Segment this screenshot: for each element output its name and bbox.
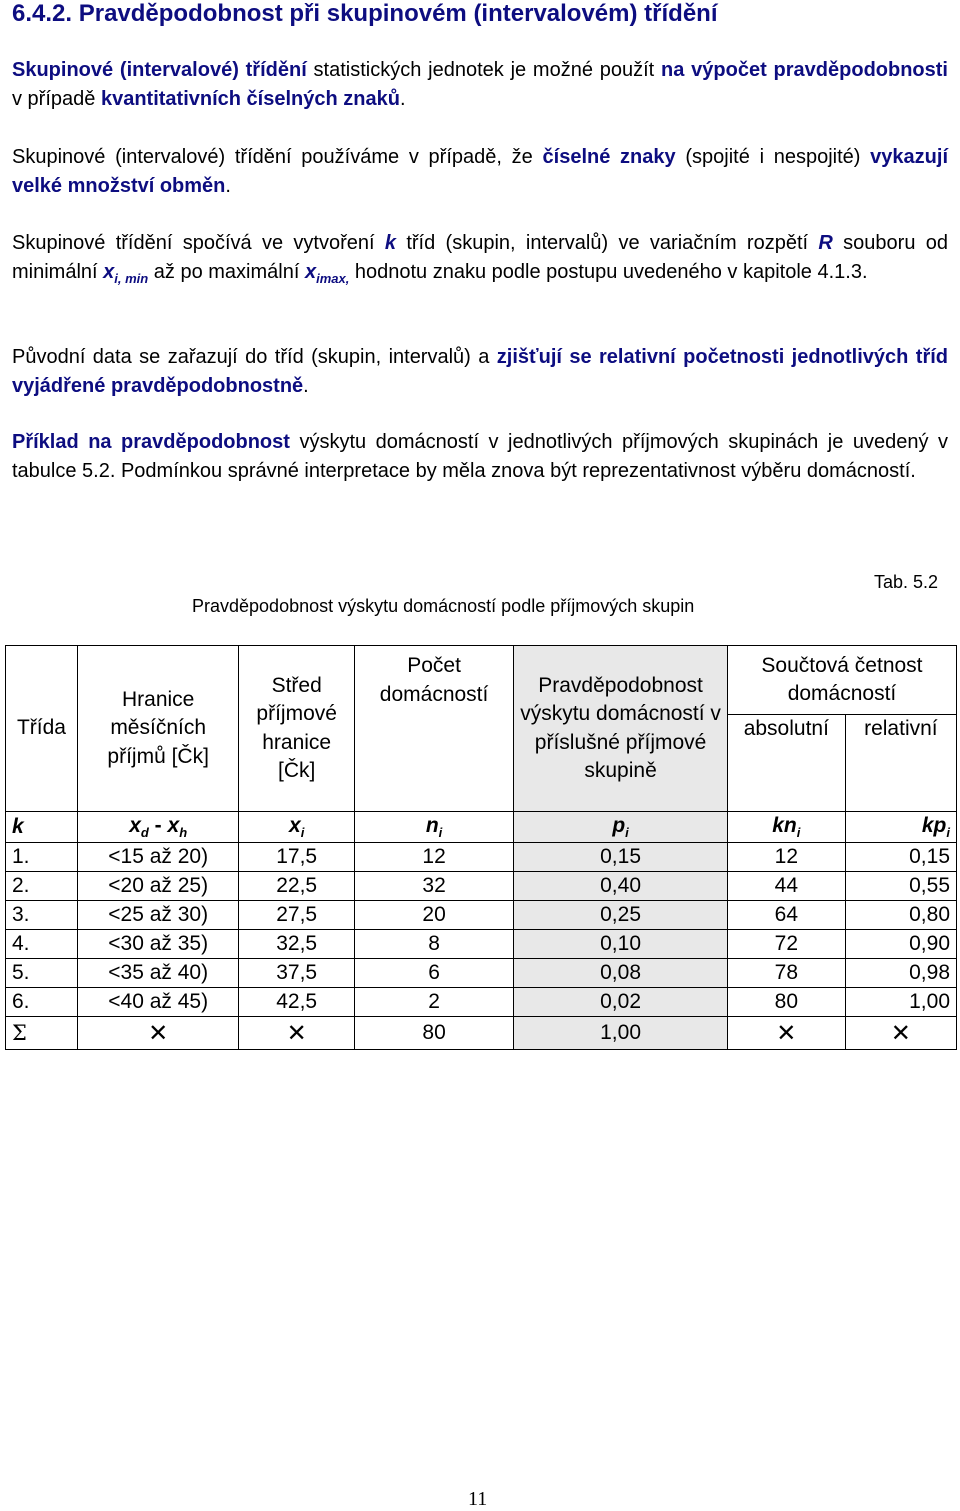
page-number: 11 <box>468 1488 488 1510</box>
table-row: 2. <20 až 25) 22,5 32 0,40 44 0,55 <box>6 872 957 901</box>
total-p: 1,00 <box>514 1017 728 1050</box>
sum-row <box>6 1017 957 1050</box>
table-caption: Pravděpodobnost výskytu domácností podle příjmových skupin <box>192 596 695 616</box>
table-row: 4. <30 až 35) 32,5 8 0,10 72 0,90 <box>6 930 957 959</box>
symbol-ni: $n_i$ <box>354 812 513 843</box>
symbol-kni: $kn_i$ <box>727 812 845 843</box>
cross-icon: ✕ <box>239 1017 355 1050</box>
paragraph-5: Příklad na pravděpodobnost výskytu domácností v jednotlivých příjmových skupinách je uvedený v tabulce 5.2. Podmínkou správné interpretace by měla znova být reprezentativnost výběru domácností. <box>12 431 948 482</box>
paragraph-1: Skupinové (intervalové) třídění statistických jednotek je možné použít na výpočet pravděpodobnosti v případě kvantitativních číselných znaků. <box>12 59 948 110</box>
table-row: 5. <35 až 40) 37,5 6 0,08 78 0,98 <box>6 959 957 988</box>
header-trida: Třída <box>6 646 78 812</box>
paragraph-3: Skupinové třídění spočívá ve vytvoření k tříd (skupin, intervalů) ve variačním rozpětí R souboru od minimální $x_{i, min}$ až po maximální $x_{imax,}$ hodnotu znaku podle postupu uvedeného v kapitole 4.1.3. <box>12 232 949 286</box>
table-row: 6. <40 až 45) 42,5 2 0,02 80 1,00 <box>6 988 957 1017</box>
sigma-symbol: Σ <box>6 1017 78 1050</box>
table-number: Tab. 5.2 <box>874 572 939 592</box>
symbol-k: k <box>6 812 78 843</box>
probability-table <box>5 645 957 1050</box>
header-absolutni: absolutní <box>727 715 845 812</box>
header-souctova: Součtová četnost domácností <box>727 646 956 715</box>
symbol-kpi: $kp_i$ <box>845 812 956 843</box>
cross-icon: ✕ <box>77 1017 238 1050</box>
table-row: 1. <15 až 20) 17,5 12 0,15 12 0,15 <box>6 843 957 872</box>
cross-icon: ✕ <box>727 1017 845 1050</box>
total-n: 80 <box>354 1017 513 1050</box>
symbol-xi: $x_i$ <box>239 812 355 843</box>
header-pravdepodobnost: Pravděpodobnost výskytu domácností v příslušné příjmové skupině <box>514 646 728 812</box>
header-pocet: Počet domácností <box>354 646 513 812</box>
table-row: 3. <25 až 30) 27,5 20 0,25 64 0,80 <box>6 901 957 930</box>
symbol-xd-xh: $x_d - x_h$ <box>77 812 238 843</box>
header-relativni: relativní <box>845 715 956 812</box>
paragraph-4: Původní data se zařazují do tříd (skupin, intervalů) a zjišťují se relativní početnosti jednotlivých tříd vyjádřené pravděpodobnostně. <box>12 346 948 397</box>
header-hranice: Hranice měsíčních příjmů [Čk] <box>77 646 238 812</box>
section-heading: 6.4.2. Pravděpodobnost při skupinovém (intervalovém) třídění <box>12 0 718 27</box>
cross-icon: ✕ <box>845 1017 956 1050</box>
paragraph-2: Skupinové (intervalové) třídění používáme v případě, že číselné znaky (spojité i nespojité) vykazují velké množství obměn. <box>12 146 948 197</box>
header-stred: Střed příjmové hranice [Čk] <box>239 646 355 812</box>
symbol-pi: $p_i$ <box>514 812 728 843</box>
